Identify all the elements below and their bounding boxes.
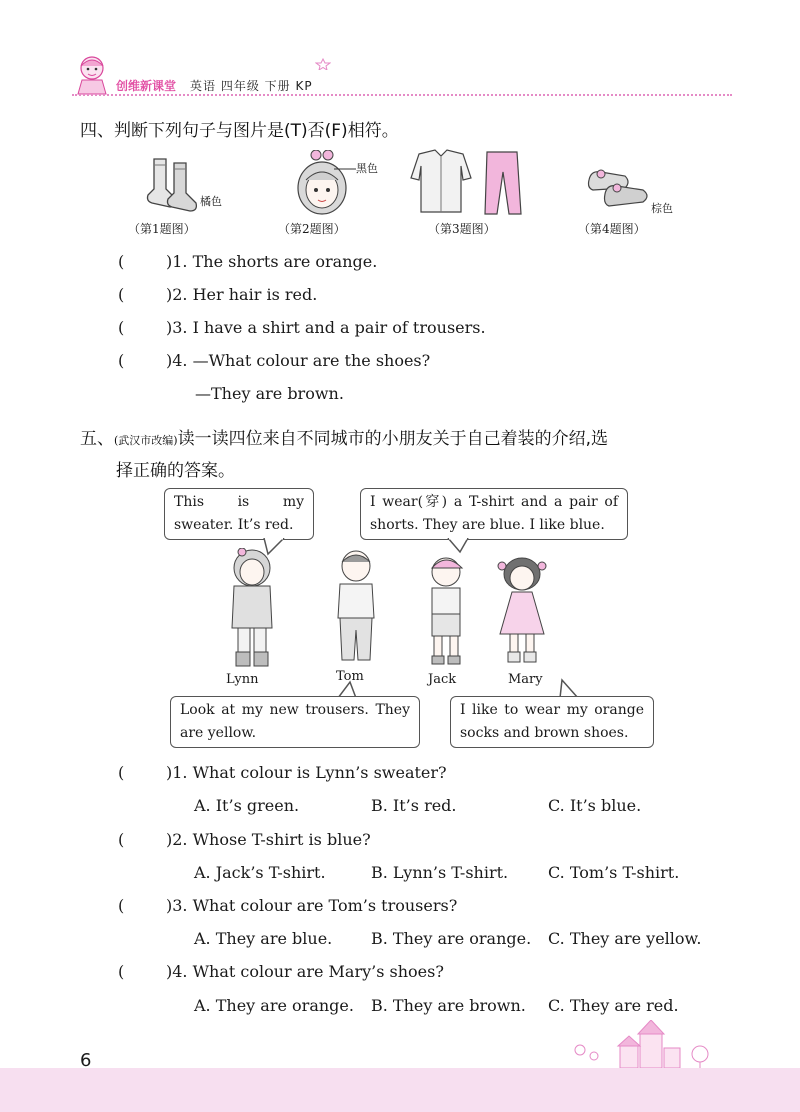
answer-blank[interactable]: ( [118,763,125,782]
dialogue-answer: —They are brown. [195,384,344,403]
bubble-tail [446,538,472,554]
question-text: )4. What colour are Mary’s shoes? [166,962,444,981]
question-text: )1. What colour is Lynn’s sweater? [166,763,447,782]
option-b[interactable]: B. It’s red. [371,796,457,815]
question-text: )4. —What colour are the shoes? [166,351,431,370]
answer-blank[interactable]: ( [118,318,125,337]
footer-band [0,1068,800,1112]
option-b[interactable]: B. They are orange. [371,929,532,948]
question-text: )2. Whose T-shirt is blue? [166,830,371,849]
section4-title: 四、判断下列句子与图片是(T)否(F)相符。 [80,121,399,141]
page-number: 6 [80,1050,92,1071]
section5-title [80,424,608,449]
option-b[interactable]: B. Lynn’s T-shirt. [371,863,509,882]
picture4-caption: （第4题图） [578,222,646,236]
character-name: Tom [336,669,364,684]
tom-figure [328,550,380,668]
picture1-caption: （第1题图） [128,222,196,236]
character-name: Mary [508,672,543,687]
character-name: Jack [428,672,457,687]
star-icon [315,58,331,70]
option-a[interactable]: A. They are blue. [194,929,333,948]
brand-title: 创维新课堂 [116,79,177,93]
mary-figure [494,556,550,668]
answer-blank[interactable]: ( [118,252,125,271]
lynn-figure [222,548,282,670]
section5-source: (武汉市改编) [114,434,178,447]
picture2-color-note: 黑色 [356,162,378,175]
character-name: Lynn [226,672,259,687]
girl-face-icon [290,150,356,216]
socks-icon [140,155,202,215]
castle-decoration-icon [560,1020,730,1068]
mascot-icon [72,52,114,96]
option-c[interactable]: C. Tom’s T-shirt. [548,863,680,882]
option-b[interactable]: B. They are brown. [371,996,526,1015]
option-a[interactable]: A. Jack’s T-shirt. [194,863,326,882]
section5-number: 五、 [80,429,114,449]
question-text: )1. The shorts are orange. [166,252,378,271]
option-c[interactable]: C. It’s blue. [548,796,642,815]
answer-blank[interactable]: ( [118,896,125,915]
lynn-speech-bubble: This is my sweater. It’s red. [164,488,314,540]
answer-blank[interactable]: ( [118,962,125,981]
picture2-caption: （第2题图） [278,222,346,236]
tom-speech-bubble: Look at my new trousers. They are yellow. [170,696,420,748]
bubble-tail [558,678,582,698]
question-text: )2. Her hair is red. [166,285,318,304]
option-a[interactable]: A. They are orange. [194,996,354,1015]
section5-instruction: 读一读四位来自不同城市的小朋友关于自己着装的介绍,选 [177,429,608,449]
answer-blank[interactable]: ( [118,351,125,370]
picture3-caption: （第3题图） [428,222,496,236]
jack-speech-bubble: I wear(穿) a T-shirt and a pair of shorts. They are blue. I like blue. [360,488,628,540]
picture1-color-note: 橘色 [200,195,222,208]
picture4-color-note: 棕色 [651,202,673,215]
shirt-trousers-icon [405,148,525,218]
question-text: )3. I have a shirt and a pair of trousers. [166,318,486,337]
answer-blank[interactable]: ( [118,285,125,304]
option-c[interactable]: C. They are yellow. [548,929,702,948]
jack-figure [424,556,468,668]
option-c[interactable]: C. They are red. [548,996,679,1015]
option-a[interactable]: A. It’s green. [194,796,300,815]
answer-blank[interactable]: ( [118,830,125,849]
question-text: )3. What colour are Tom’s trousers? [166,896,458,915]
mary-speech-bubble: I like to wear my orange socks and brown shoes. [450,696,654,748]
subject-info: 英语 四年级 下册 KP [190,79,313,93]
header-divider [72,94,732,96]
pointer-line [334,166,356,172]
shoes-icon [585,162,657,212]
section5-title-line2: 择正确的答案。 [116,461,235,481]
